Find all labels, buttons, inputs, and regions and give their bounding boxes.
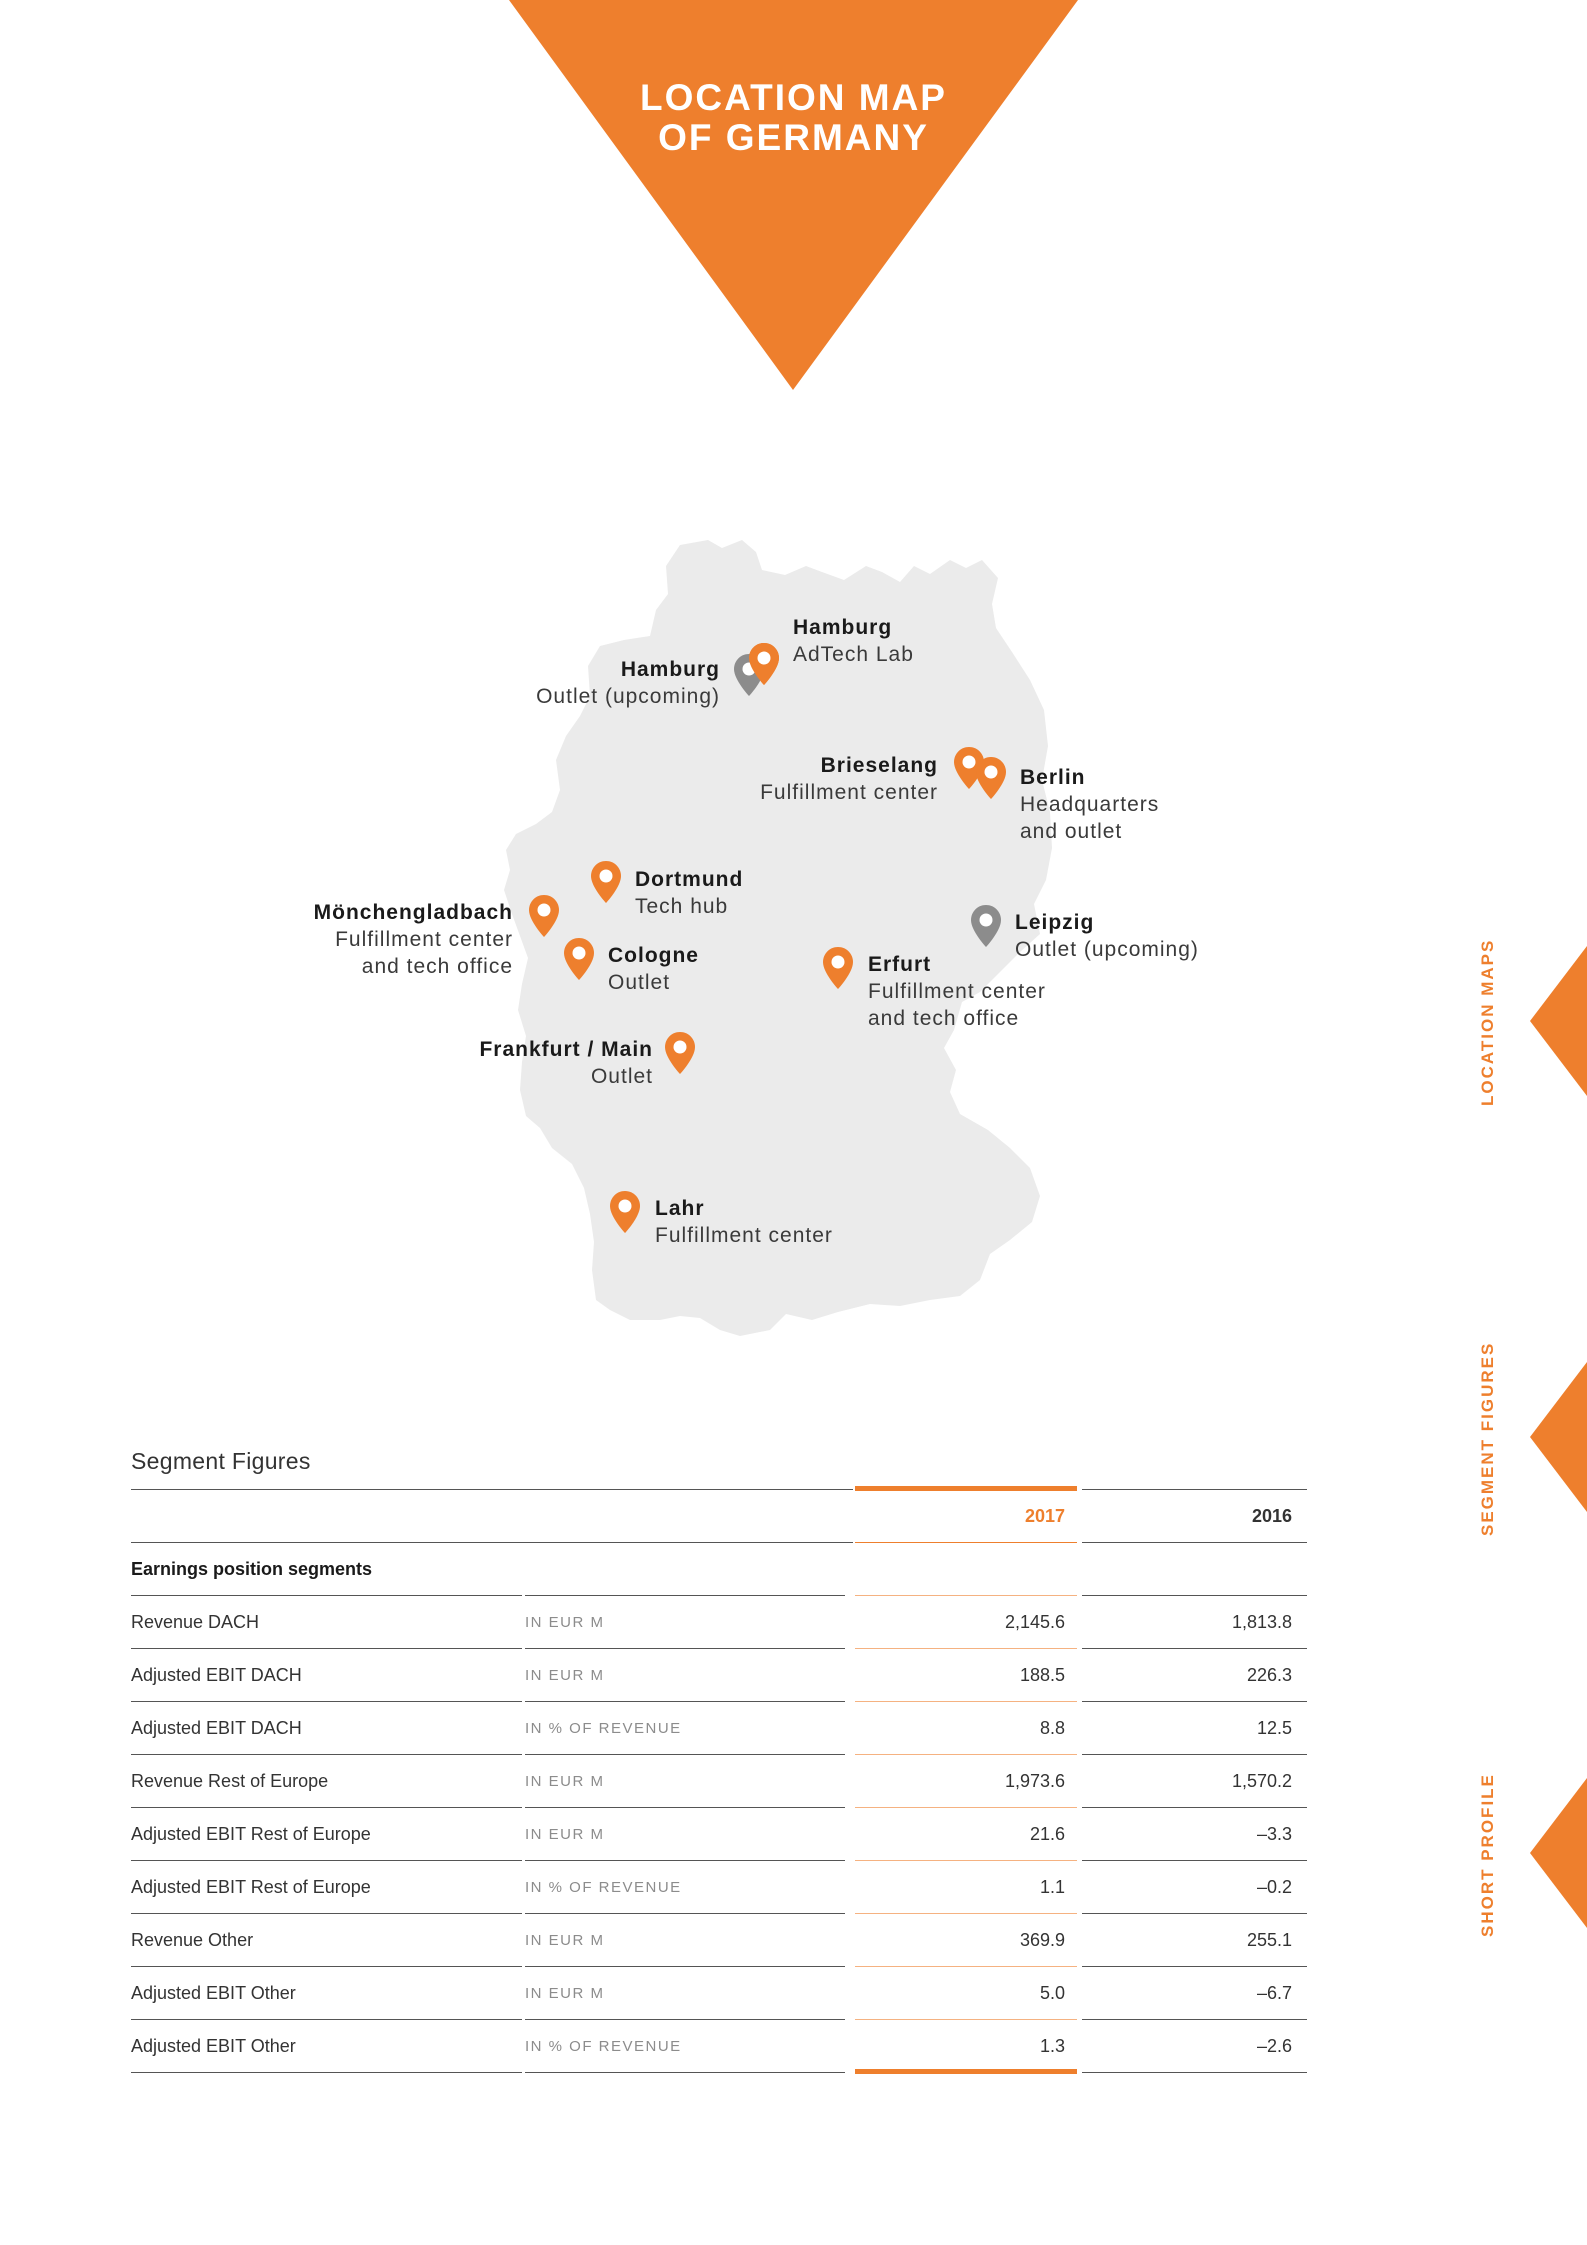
value-2016: –0.2 xyxy=(1256,1877,1292,1897)
value-2017: 5.0 xyxy=(1039,1983,1065,2003)
value-2016: 226.3 xyxy=(1246,1665,1292,1685)
row-unit: IN EUR M xyxy=(525,1667,605,1684)
location-name: Hamburg xyxy=(793,616,893,639)
table-title: Segment Figures xyxy=(131,1448,311,1474)
location-desc: Fulfillment center xyxy=(655,1224,833,1247)
value-2017: 8.8 xyxy=(1039,1718,1065,1738)
value-2016: 255.1 xyxy=(1246,1930,1292,1950)
value-2016: 1,813.8 xyxy=(1231,1612,1292,1632)
location-desc-2: and tech office xyxy=(361,955,513,978)
row-label: Revenue Rest of Europe xyxy=(131,1771,329,1791)
table-bottom-rule xyxy=(1082,2072,1307,2073)
value-2017: 2,145.6 xyxy=(1004,1612,1065,1632)
side-nav-short-profile[interactable]: SHORT PROFILE xyxy=(1478,1773,1497,1937)
map-pin-gray-icon[interactable] xyxy=(970,904,1002,948)
row-unit: IN EUR M xyxy=(525,1773,605,1790)
location-brieselang xyxy=(700,752,938,806)
location-desc-2: and tech office xyxy=(868,1007,1020,1030)
location-desc: Tech hub xyxy=(635,895,729,918)
value-2017: 1.3 xyxy=(1039,2036,1065,2056)
location-name: Lahr xyxy=(655,1197,705,1220)
location-name: Frankfurt / Main xyxy=(479,1038,653,1061)
row-unit: IN % OF REVENUE xyxy=(525,2038,682,2055)
row-label: Revenue DACH xyxy=(131,1612,260,1632)
map-pin-icon[interactable] xyxy=(664,1031,696,1075)
row-unit: IN EUR M xyxy=(525,1614,605,1631)
side-tab-triangle-icon[interactable] xyxy=(1530,946,1587,1096)
section-heading: Earnings position segments xyxy=(131,1559,373,1579)
row-unit: IN EUR M xyxy=(525,1985,605,2002)
table-row xyxy=(0,1808,1587,1861)
location-name: Brieselang xyxy=(820,754,938,777)
location-name: Cologne xyxy=(608,944,699,967)
table-row xyxy=(0,2020,1587,2073)
table-row xyxy=(0,1967,1587,2020)
map-pin-icon[interactable] xyxy=(528,894,560,938)
value-2017: 21.6 xyxy=(1029,1824,1065,1844)
value-2016: –2.6 xyxy=(1256,2036,1292,2056)
location-desc: Fulfillment center xyxy=(868,980,1046,1003)
location-name: Erfurt xyxy=(868,953,932,976)
location-frankfurt xyxy=(430,1036,653,1090)
table-header-row xyxy=(0,1490,1587,1543)
location-desc: Fulfillment center xyxy=(760,781,938,804)
location-desc: Headquarters xyxy=(1020,793,1160,816)
side-nav-segment-figures[interactable]: SEGMENT FIGURES xyxy=(1478,1341,1497,1536)
row-label: Revenue Other xyxy=(131,1930,254,1950)
row-label: Adjusted EBIT Rest of Europe xyxy=(131,1877,371,1897)
location-name: Mönchengladbach xyxy=(313,901,513,924)
location-dortmund xyxy=(635,866,743,920)
row-label: Adjusted EBIT DACH xyxy=(131,1665,302,1685)
row-unit: IN EUR M xyxy=(525,1826,605,1843)
row-label: Adjusted EBIT Rest of Europe xyxy=(131,1824,371,1844)
location-desc-2: and outlet xyxy=(1020,820,1123,843)
row-label: Adjusted EBIT Other xyxy=(131,2036,296,2056)
location-desc: Outlet xyxy=(608,971,671,994)
side-nav-location-maps[interactable]: LOCATION MAPS xyxy=(1478,938,1497,1106)
row-unit: IN % OF REVENUE xyxy=(525,1720,682,1737)
location-desc: Fulfillment center xyxy=(335,928,513,951)
location-berlin xyxy=(1020,764,1159,845)
location-name: Leipzig xyxy=(1015,911,1095,934)
side-tab-triangle-icon[interactable] xyxy=(1530,1362,1587,1512)
row-unit: IN % OF REVENUE xyxy=(525,1879,682,1896)
location-hamburg-outlet xyxy=(500,656,720,710)
location-desc: AdTech Lab xyxy=(793,643,914,666)
location-cologne xyxy=(608,942,699,996)
location-hamburg-adtech xyxy=(793,614,914,668)
column-header-2017: 2017 xyxy=(1024,1506,1065,1526)
map-pin-icon[interactable] xyxy=(590,860,622,904)
location-desc: Outlet xyxy=(590,1065,653,1088)
page-title-line-2: OF GERMANY xyxy=(658,117,929,158)
table-row xyxy=(0,1755,1587,1808)
row-unit: IN EUR M xyxy=(525,1932,605,1949)
table-bottom-rule xyxy=(131,2072,522,2073)
location-name: Dortmund xyxy=(635,868,744,891)
value-2016: 12.5 xyxy=(1256,1718,1292,1738)
location-desc: Outlet (upcoming) xyxy=(536,685,720,708)
row-label: Adjusted EBIT Other xyxy=(131,1983,296,2003)
map-pin-icon[interactable] xyxy=(748,642,780,686)
row-label: Adjusted EBIT DACH xyxy=(131,1718,302,1738)
map-pin-icon[interactable] xyxy=(609,1190,641,1234)
value-2017: 188.5 xyxy=(1019,1665,1065,1685)
table-section-row xyxy=(0,1543,1587,1596)
table-row xyxy=(0,1596,1587,1649)
value-2016: 1,570.2 xyxy=(1231,1771,1292,1791)
table-bottom-rule-accent xyxy=(855,2069,1077,2074)
map-pin-icon[interactable] xyxy=(822,946,854,990)
table-row xyxy=(0,1914,1587,1967)
column-header-2016: 2016 xyxy=(1251,1506,1292,1526)
location-moenchengladbach xyxy=(250,899,513,980)
table-bottom-rule xyxy=(525,2072,845,2073)
location-desc: Outlet (upcoming) xyxy=(1015,938,1199,961)
location-name: Hamburg xyxy=(620,658,720,681)
table-row xyxy=(0,1702,1587,1755)
location-name: Berlin xyxy=(1020,766,1086,789)
value-2017: 1,973.6 xyxy=(1004,1771,1065,1791)
value-2017: 369.9 xyxy=(1019,1930,1065,1950)
map-pin-icon[interactable] xyxy=(975,756,1007,800)
map-pin-icon[interactable] xyxy=(563,937,595,981)
value-2017: 1.1 xyxy=(1039,1877,1065,1897)
table-row xyxy=(0,1649,1587,1702)
location-lahr xyxy=(655,1195,833,1249)
location-erfurt xyxy=(868,951,1046,1032)
value-2016: –3.3 xyxy=(1256,1824,1292,1844)
table-row xyxy=(0,1861,1587,1914)
page-title-line-1: LOCATION MAP xyxy=(640,77,947,118)
value-2016: –6.7 xyxy=(1256,1983,1292,2003)
side-tab-triangle-icon[interactable] xyxy=(1530,1778,1587,1928)
